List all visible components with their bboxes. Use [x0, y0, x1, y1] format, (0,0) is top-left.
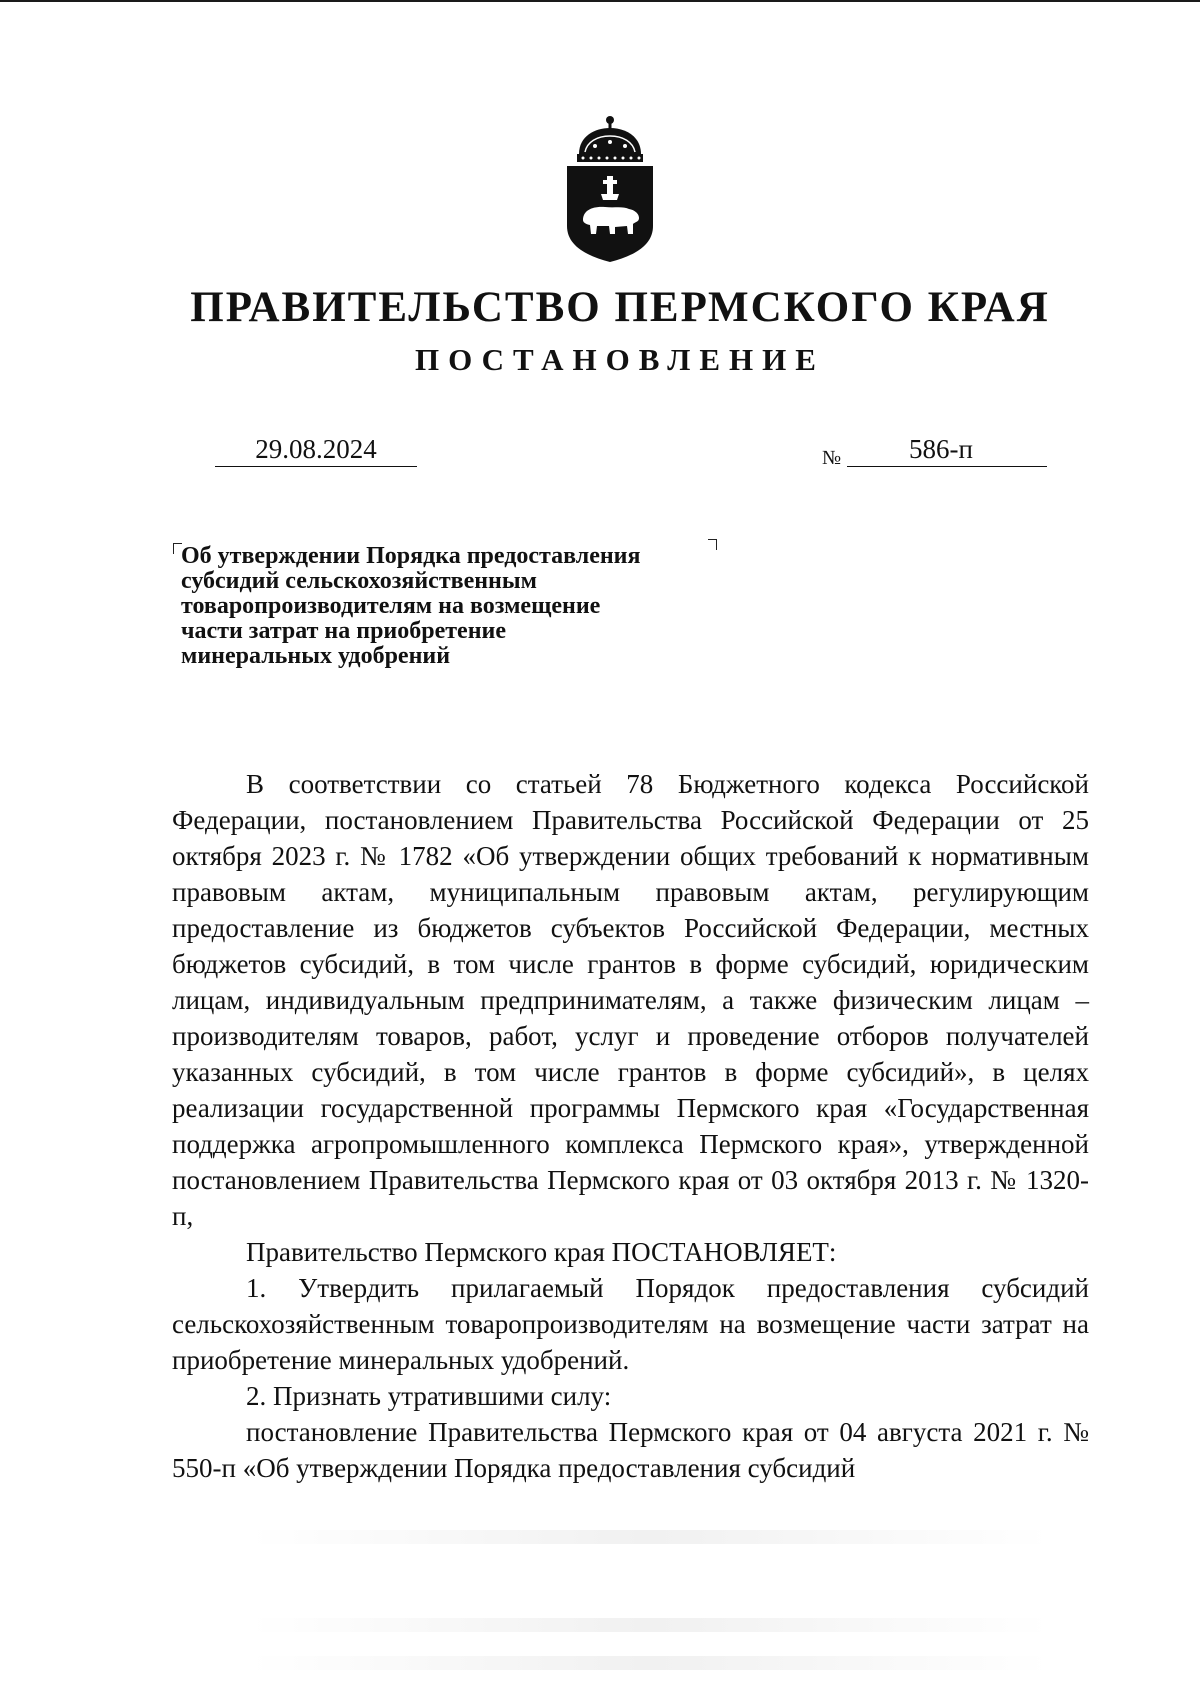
- bleed-through-line: [250, 1656, 1050, 1670]
- document-type: ПОСТАНОВЛЕНИЕ: [415, 342, 825, 377]
- government-title: ПРАВИТЕЛЬСТВО ПЕРМСКОГО КРАЯ: [190, 284, 1050, 331]
- bear-icon: [583, 207, 639, 234]
- resolves-paragraph: Правительство Пермского края ПОСТАНОВЛЯЕТ:: [246, 1237, 837, 1267]
- document-number: 586-п: [909, 434, 973, 464]
- document-body: [172, 766, 1089, 1486]
- number-sign: №: [822, 447, 842, 469]
- bleed-through-line: [250, 1618, 1050, 1632]
- subject-line: минеральных удобрений: [181, 643, 451, 669]
- preamble-paragraph: В соответствии со статьей 78 Бюджетного кодекса Российской Федерации, постановлением Правительства Российской Федерации от 25 октября 2023 г. № 1782 «Об утверждении общих требований к нормативным правовым актам, муниципальным правовым актам, регулирующим предоставление из бюджетов субъектов Российской Федерации, местных бюджетов субсидий, в том числе грантов в форме субсидий, юридическим лицам, индивидуальным предпринимателям, а также физическим лицам – производителям товаров, работ, услуг и проведение отборов получателей указанных субсидий, в том числе грантов в форме субсидий», в целях реализации государственной программы Пермского края «Государственная поддержка агропромышленного комплекса Пермского края», утвержденной постановлением Правительства Пермского края от 03 октября 2013 г. № 1320-п,: [172, 769, 1089, 1231]
- scan-top-edge: [0, 0, 1200, 2]
- item-1-paragraph: 1. Утвердить прилагаемый Порядок предоставления субсидий сельскохозяйственным товаропроизводителям на возмещение части затрат на приобретение минеральных удобрений.: [172, 1273, 1089, 1375]
- item-2-text-paragraph: постановление Правительства Пермского края от 04 августа 2021 г. № 550-п «Об утверждении Порядка предоставления субсидий: [172, 1417, 1089, 1483]
- subject-line: части затрат на приобретение: [181, 618, 507, 644]
- subject-line: субсидий сельскохозяйственным: [181, 568, 537, 594]
- bleed-through-line: [250, 1530, 1050, 1544]
- document-subject: [181, 544, 741, 669]
- subject-line: товаропроизводителям на возмещение: [181, 593, 601, 619]
- crown-icon: [577, 116, 643, 162]
- document-date: 29.08.2024: [215, 434, 417, 467]
- perm-krai-coat-of-arms-icon: [565, 114, 655, 264]
- subject-line: Об утверждении Порядка предоставления: [181, 543, 641, 569]
- item-2-paragraph: 2. Признать утратившими силу:: [246, 1381, 612, 1411]
- document-number-field: [847, 434, 1047, 467]
